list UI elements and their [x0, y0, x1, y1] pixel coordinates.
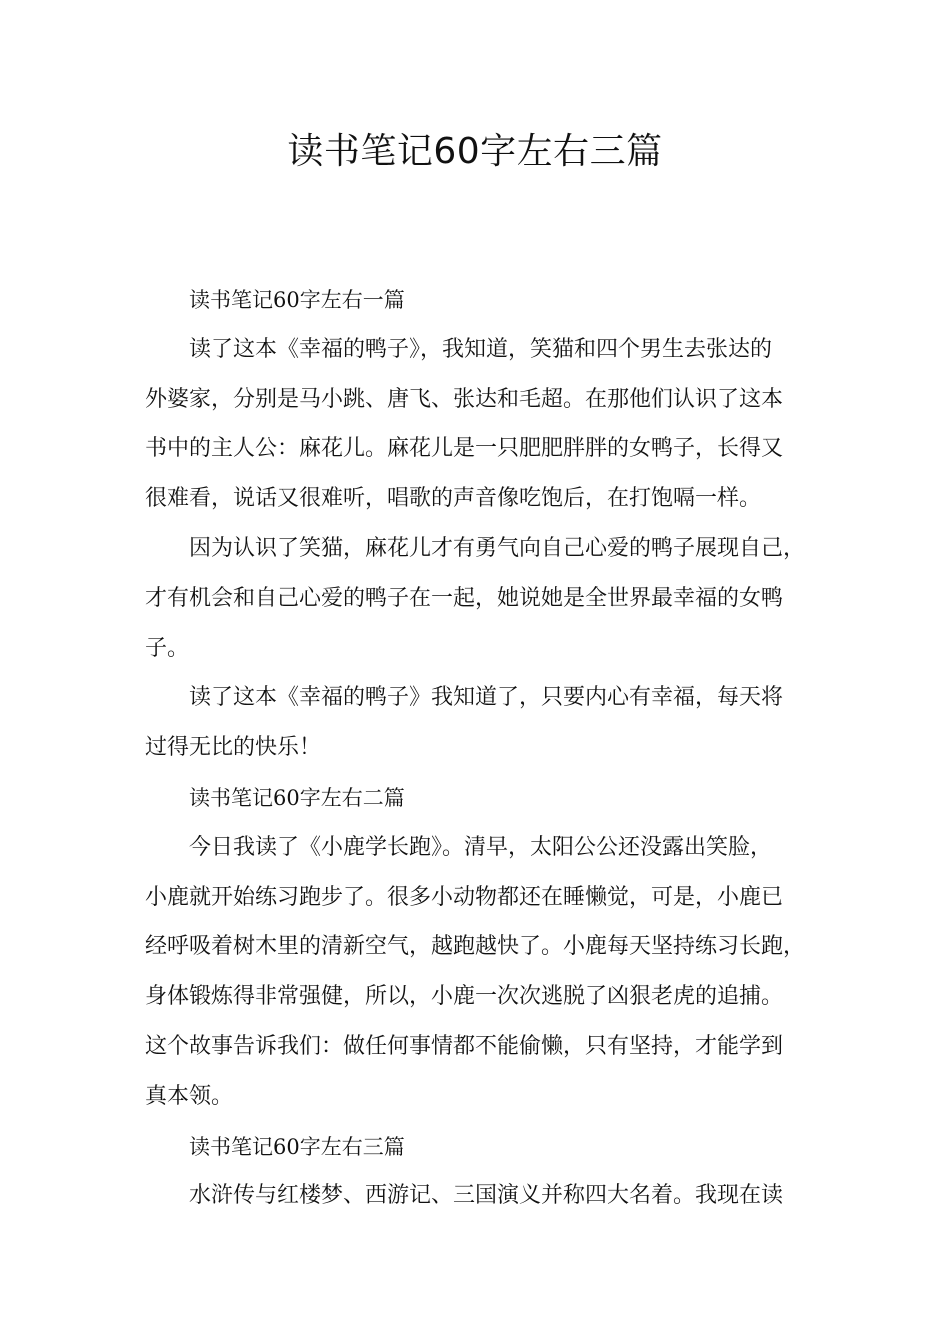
paragraph-line: 因为认识了笑猫，麻花儿才有勇气向自己心爱的鸭子展现自己， [189, 536, 806, 561]
paragraph-line: 外婆家，分别是马小跳、唐飞、张达和毛超。在那他们认识了这本 [145, 386, 784, 412]
paragraph-line: 真本领。 [145, 1083, 234, 1109]
paragraph-line: 水浒传与红楼梦、西游记、三国演义并称四大名着。我现在读 [189, 1183, 784, 1209]
paragraph-line: 过得无比的快乐！ [145, 735, 322, 761]
paragraph-line: 经呼吸着树木里的清新空气，越跑越快了。小鹿每天坚持练习长跑， [145, 934, 806, 960]
paragraph-line: 很难看，说话又很难听，唱歌的声音像吃饱后，在打饱嗝一样。 [145, 486, 762, 512]
document-title: 读书笔记60字左右三篇 [287, 131, 663, 172]
paragraph-line: 才有机会和自己心爱的鸭子在一起，她说她是全世界最幸福的女鸭 [145, 585, 784, 611]
paragraph-line: 今日我读了《小鹿学长跑》。清早，太阳公公还没露出笑脸， [189, 834, 773, 860]
paragraph-line: 身体锻炼得非常强健，所以，小鹿一次次逃脱了凶狠老虎的追捕。 [145, 984, 784, 1010]
paragraph-line: 小鹿就开始练习跑步了。很多小动物都还在睡懒觉，可是，小鹿已 [145, 884, 784, 910]
paragraph-line: 子。 [145, 635, 190, 661]
paragraph-line: 书中的主人公：麻花儿。麻花儿是一只肥肥胖胖的女鸭子，长得又 [145, 436, 784, 462]
section-heading: 读书笔记60字左右三篇 [189, 1134, 405, 1159]
section-heading: 读书笔记60字左右一篇 [189, 288, 405, 312]
section-heading: 读书笔记60字左右二篇 [189, 786, 405, 810]
paragraph-line: 这个故事告诉我们：做任何事情都不能偷懒，只有坚持，才能学到 [145, 1034, 784, 1059]
paragraph-line: 读了这本《幸福的鸭子》我知道了，只要内心有幸福，每天将 [189, 685, 784, 711]
paragraph-line: 读了这本《幸福的鸭子》，我知道，笑猫和四个男生去张达的 [189, 336, 773, 362]
